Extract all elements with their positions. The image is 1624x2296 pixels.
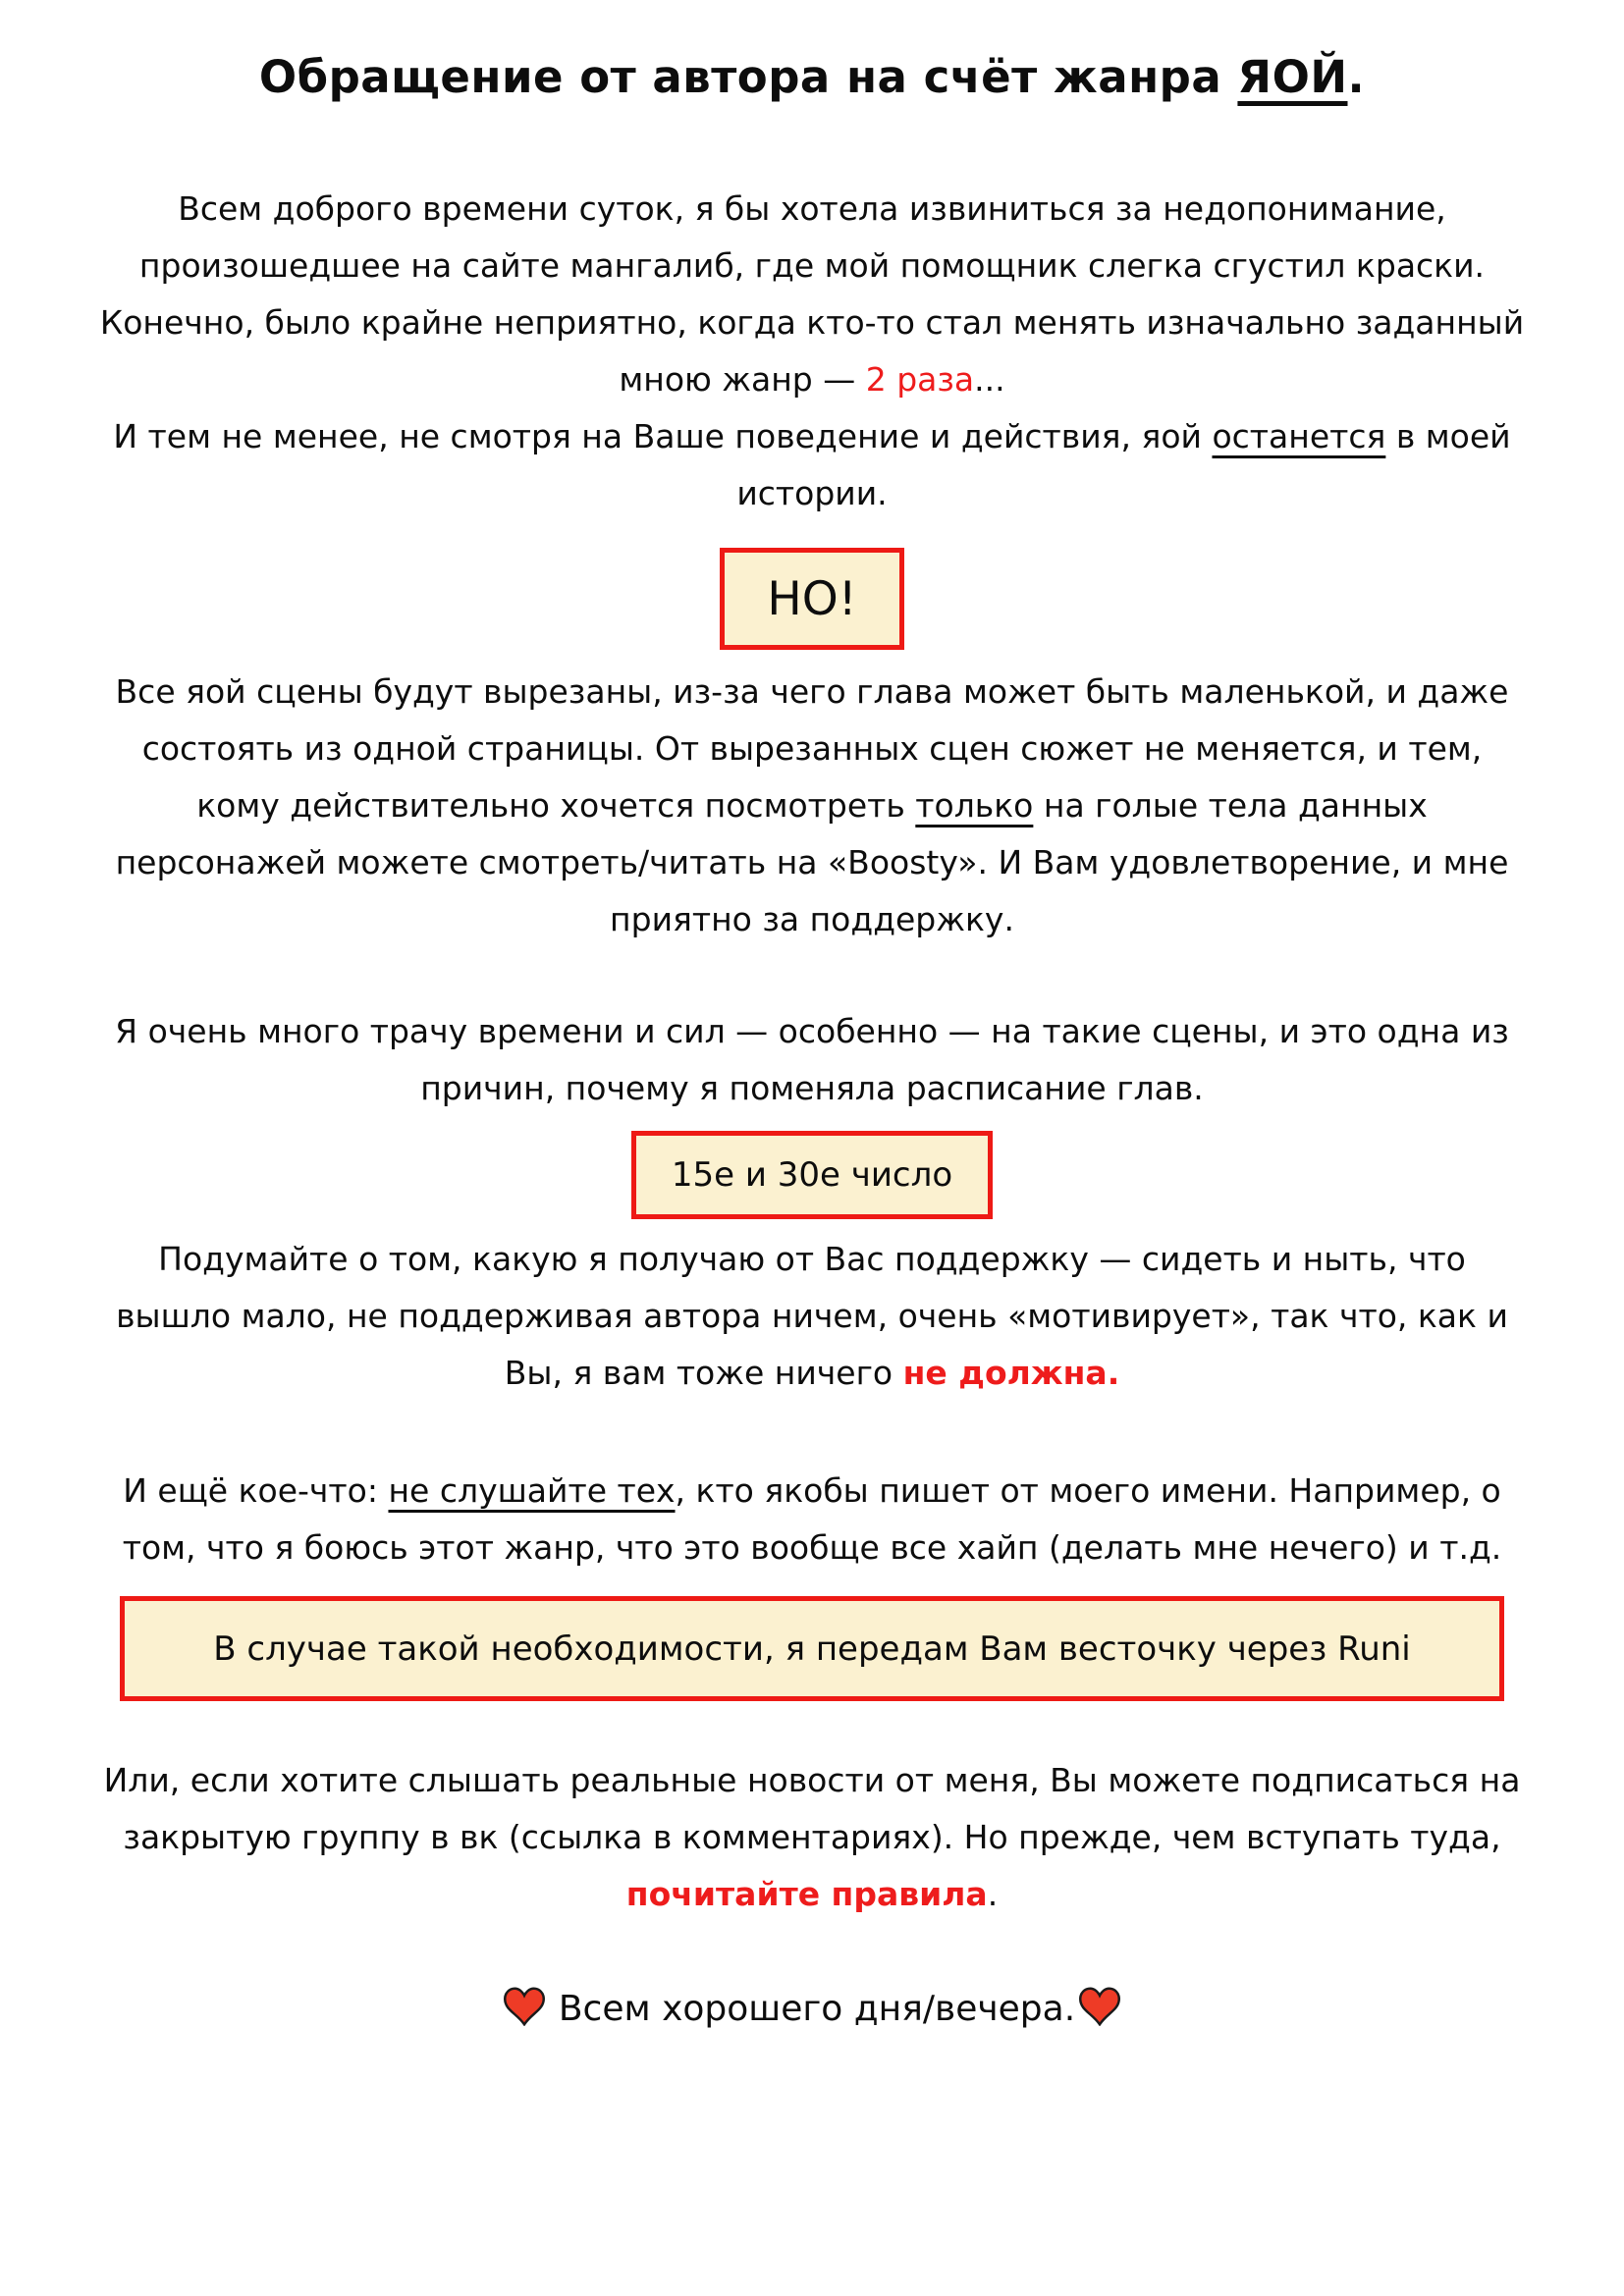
paragraph-news <box>98 1752 1526 1923</box>
paragraph-support <box>98 1231 1526 1402</box>
genre-stays-underlined: останется <box>1212 417 1386 455</box>
paragraph-scenes-cut <box>98 664 1526 948</box>
paragraph-genre-stays <box>98 408 1526 522</box>
schedule-box-label: 15е и 30е число <box>671 1155 953 1195</box>
impostors-underlined: не слушайте тех <box>388 1471 676 1510</box>
title-genre-emphasis: ЯОЙ <box>1237 51 1348 103</box>
genre-stays-text: И тем не менее, не смотря на Ваше поведение и действия, яой <box>113 417 1213 455</box>
runi-box-text: В случае такой необходимости, я передам Вам весточку через Runi <box>213 1629 1411 1669</box>
title-text-start: Обращение от автора на счёт жанра <box>258 51 1238 103</box>
schedule-box <box>631 1131 993 1219</box>
scenes-cut-text: Все яой сцены будут вырезаны, из-за чего глава может быть маленькой, и даже состоять из одной страницы. От вырезанных сцен сюжет не меняется, и тем, кому действительно хочется посмотреть <box>115 672 1509 825</box>
support-text: Подумайте о том, какую я получаю от Вас поддержку — сидеть и ныть, что вышло мало, не поддерживая автора ничем, очень «мотивирует», так что, как и Вы, я вам тоже ничего <box>116 1240 1508 1392</box>
scenes-cut-underlined: только <box>915 786 1034 825</box>
no-box-label: НО! <box>767 571 857 626</box>
apology-red-count: 2 раза <box>865 360 975 399</box>
farewell-line <box>98 1980 1526 2039</box>
impostors-text: И ещё кое-что: <box>123 1471 389 1510</box>
support-red-emphasis: не должна. <box>902 1354 1120 1392</box>
news-red-emphasis: почитайте правила <box>625 1875 988 1913</box>
title-period: . <box>1347 51 1366 103</box>
news-period: . <box>987 1875 999 1913</box>
heart-icon <box>504 1987 545 2026</box>
apology-ellipsis: ... <box>974 360 1005 399</box>
time-effort-text: Я очень много трачу времени и сил — особенно — на такие сцены, и это одна из причин, почему я поменяла расписание глав. <box>115 1012 1509 1107</box>
paragraph-apology <box>98 181 1526 408</box>
genre-stays-tail: в моей истории. <box>736 417 1511 512</box>
impostors-tail: , кто якобы пишет от моего имени. Например, о том, что я боюсь этот жанр, что это вообще все хайп (делать мне нечего) и т.д. <box>122 1471 1502 1567</box>
page-title <box>98 45 1526 110</box>
runi-box <box>120 1596 1504 1701</box>
apology-text: Всем доброго времени суток, я бы хотела извиниться за недопонимание, произошедшее на сайте мангалиб, где мой помощник слегка сгустил краски. Конечно, было крайне неприятно, когда кто-то стал менять изначально заданный мною жанр — <box>99 189 1525 399</box>
no-box <box>720 548 904 650</box>
scenes-cut-tail: на голые тела данных персонажей можете смотреть/читать на «Boosty». И Вам удовлетворение, и мне приятно за поддержку. <box>115 786 1509 938</box>
farewell-text: Всем хорошего дня/вечера. <box>558 1989 1076 2029</box>
paragraph-impostors <box>98 1463 1526 1576</box>
heart-icon <box>1079 1987 1120 2026</box>
paragraph-time-effort <box>98 1003 1526 1117</box>
news-text: Или, если хотите слышать реальные новости от меня, Вы можете подписаться на закрытую группу в вк (ссылка в комментариях). Но прежде, чем вступать туда, <box>103 1761 1521 1856</box>
